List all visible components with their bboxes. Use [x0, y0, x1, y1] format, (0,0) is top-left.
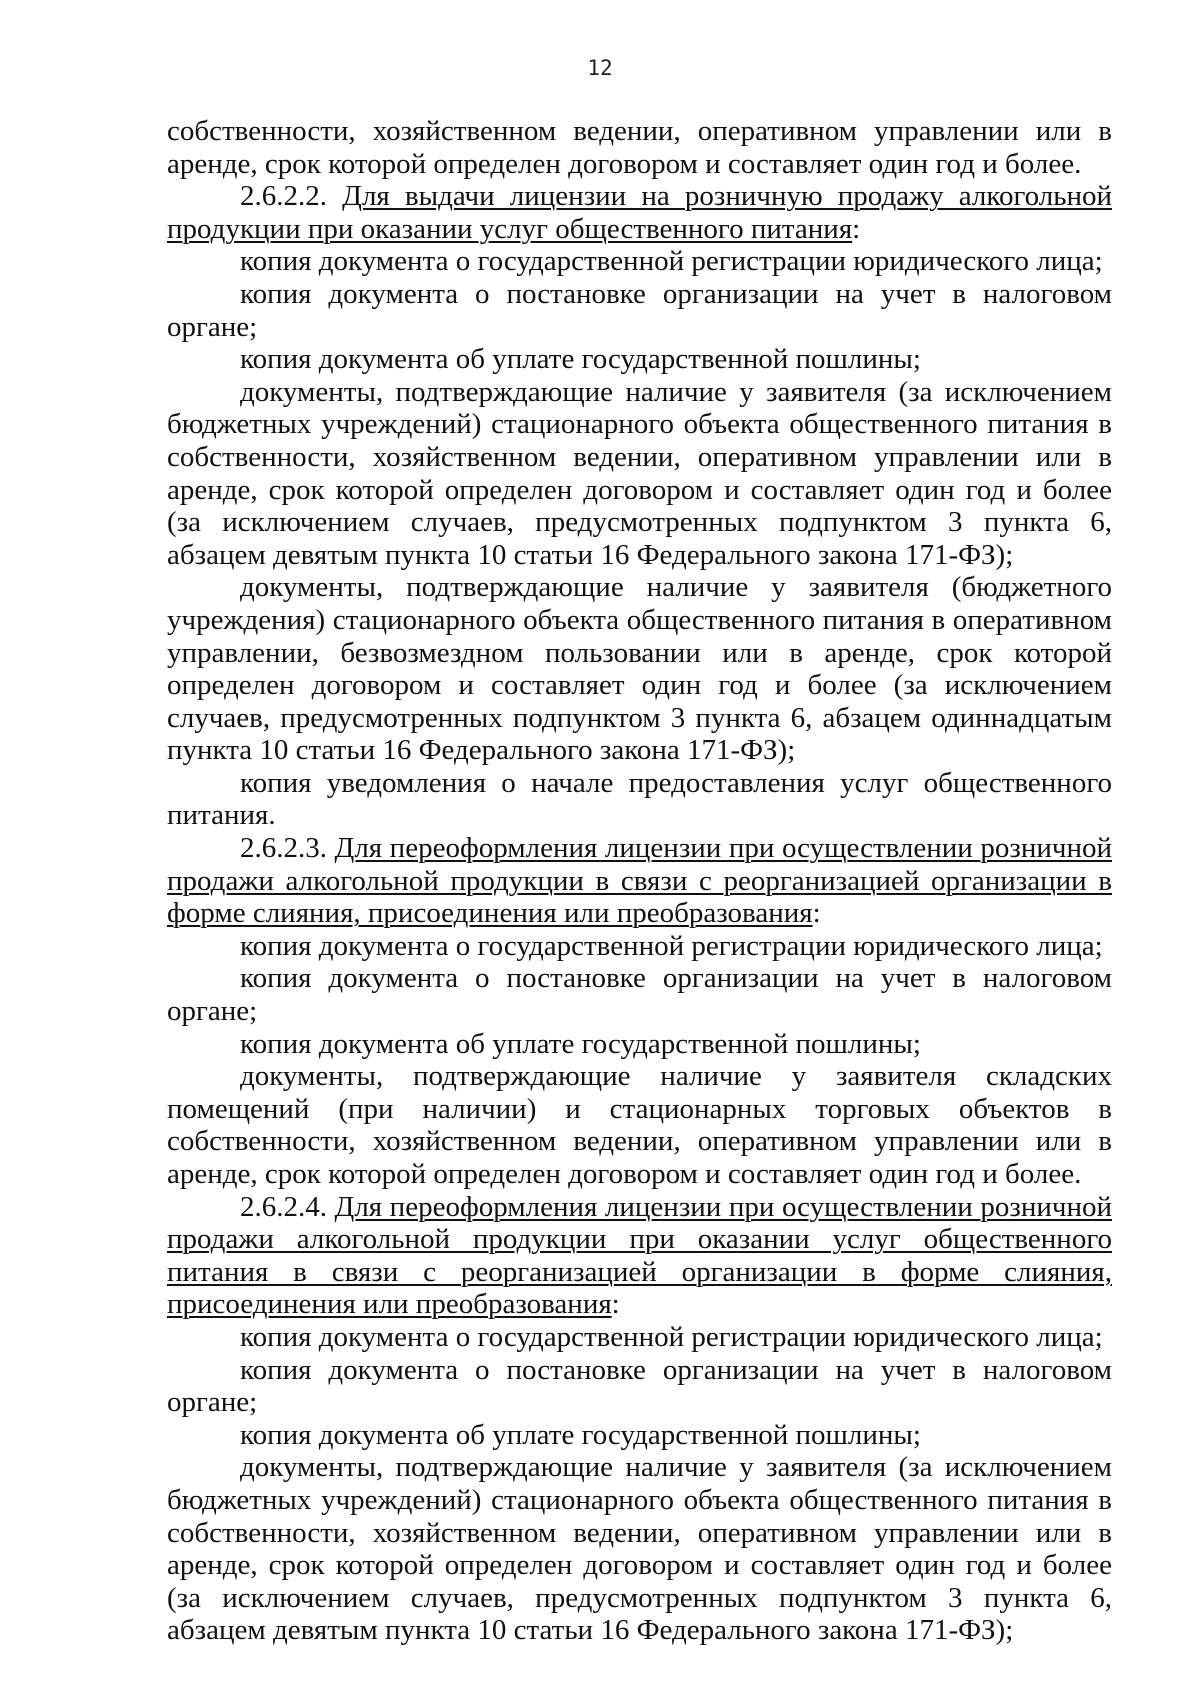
list-item: документы, подтверждающие наличие у заявителя складских помещений (при наличии) и стационарных торговых объектов в собственности, хозяйственном ведении, оперативном управлении или в аренде, срок которой определен договором и составляет один год и более. [167, 1060, 1112, 1190]
paragraph-continuation: собственности, хозяйственном ведении, оперативном управлении или в аренде, срок которой определен договором и составляет один год и более. [167, 115, 1112, 180]
section-heading: Для переоформления лицензии при осуществлении розничной продажи алкогольной продукции при оказании услуг общественного питания в связи с реорганизацией организации в форме слияния, присоединения или преобразования [167, 1190, 1112, 1321]
page-number: 12 [587, 56, 613, 80]
section-number: 2.6.2.2. [240, 180, 327, 213]
list-item: копия документа об уплате государственной пошлины; [240, 343, 921, 376]
list-item: копия документа о государственной регистрации юридического лица; [240, 245, 1103, 278]
list-item: копия документа о постановке организации на учет в налоговом органе; [167, 277, 1112, 343]
list-item: документы, подтверждающие наличие у заявителя (за исключением бюджетных учреждений) стационарного объекта общественного питания в собственности, хозяйственном ведении, оперативном управлении или в аренде, срок которой определен договором и составляет один год и более (за исключением случаев, предусмотренных подпунктом 3 пункта 6, абзацем девятым пункта 10 статьи 16 Федерального закона 171-ФЗ); [167, 375, 1112, 571]
section-2-6-2-2 [167, 180, 1112, 245]
section-heading: Для выдачи лицензии на розничную продажу алкогольной продукции при оказании услуг общественного питания [167, 180, 1113, 245]
heading-colon: : [812, 897, 821, 930]
list-item: копия документа о постановке организации на учет в налоговом органе; [167, 962, 1112, 1028]
list-item: копия документа о государственной регистрации юридического лица; [240, 929, 1103, 962]
section-heading: Для переоформления лицензии при осуществлении розничной продажи алкогольной продукции в связи с реорганизацией организации в форме слияния, присоединения или преобразования [167, 832, 1112, 930]
list-item: копия документа о постановке организации на учет в налоговом органе; [167, 1353, 1112, 1419]
heading-colon: : [852, 212, 861, 245]
list-item: документы, подтверждающие наличие у заявителя (бюджетного учреждения) стационарного объекта общественного питания в оперативном управлении, безвозмездном пользовании или в аренде, срок которой определен договором и составляет один год и более (за исключением случаев, предусмотренных подпунктом 3 пункта 6, абзацем одиннадцатым пункта 10 статьи 16 Федерального закона 171-ФЗ); [167, 571, 1112, 767]
section-2-6-2-3 [167, 832, 1112, 930]
list-item: копия документа об уплате государственной пошлины; [240, 1027, 921, 1060]
heading-colon: : [611, 1288, 620, 1321]
list-item: копия уведомления о начале предоставления услуг общественного питания. [167, 766, 1112, 832]
list-item: копия документа об уплате государственной пошлины; [240, 1418, 921, 1451]
list-item: документы, подтверждающие наличие у заявителя (за исключением бюджетных учреждений) стационарного объекта общественного питания в собственности, хозяйственном ведении, оперативном управлении или в аренде, срок которой определен договором и составляет один год и более (за исключением случаев, предусмотренных подпунктом 3 пункта 6, абзацем девятым пункта 10 статьи 16 Федерального закона 171-ФЗ); [167, 1451, 1112, 1647]
list-item: копия документа о государственной регистрации юридического лица; [240, 1320, 1103, 1353]
section-number: 2.6.2.4. [240, 1190, 327, 1223]
document-body [167, 115, 1112, 1647]
section-number: 2.6.2.3. [240, 832, 327, 865]
section-2-6-2-4 [167, 1191, 1112, 1321]
